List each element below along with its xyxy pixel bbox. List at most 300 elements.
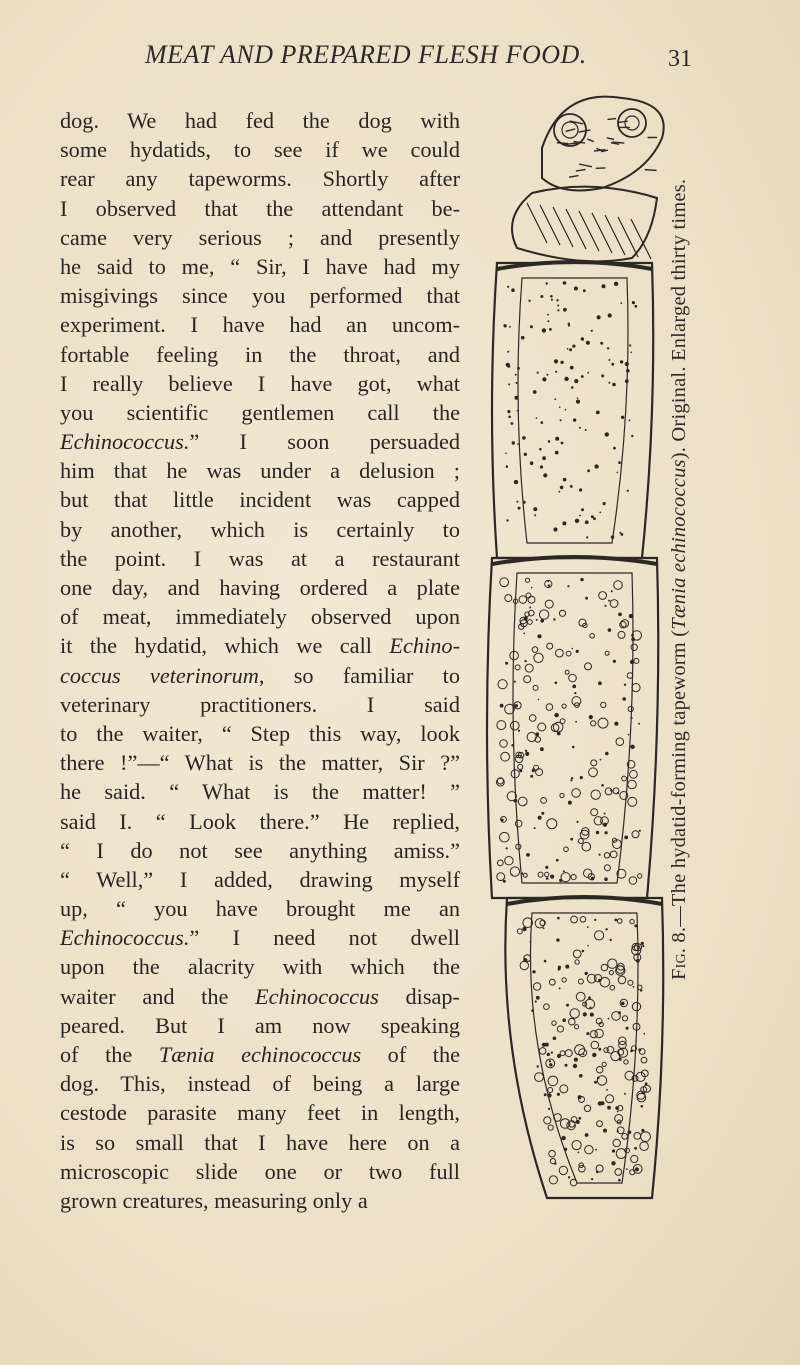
stipple-dot [562,1018,566,1022]
egg-mark [548,1125,553,1130]
stipple-dot [508,383,510,385]
text-line [60,631,460,660]
stipple-dot [574,692,576,694]
stipple-dot [545,866,548,869]
stipple-dot [589,715,593,719]
egg-mark [500,832,510,842]
stipple-dot [611,363,614,366]
egg-mark [634,1133,641,1140]
egg-mark [498,680,507,689]
stipple-dot [508,416,511,419]
stipple-dot [557,305,559,307]
egg-mark [497,721,506,730]
stipple-dot [572,345,575,348]
stipple-dot [624,684,626,686]
stipple-dot [630,745,634,749]
stipple-dot [595,1149,597,1151]
stipple-dot [528,300,530,302]
stipple-dot [560,419,562,421]
stipple-dot [597,1077,600,1080]
stipple-dot [512,441,515,444]
stipple-dot [586,1032,589,1035]
stipple-dot [605,752,609,756]
egg-mark [629,877,637,885]
figure-caption-species: Tænia echinococcus [668,459,690,630]
egg-mark [523,873,527,877]
stipple-dot [608,628,612,632]
text-line [60,427,460,456]
stipple-dot [549,1063,552,1066]
egg-mark [630,919,634,923]
stipple-dot [641,942,644,945]
stipple-dot [559,491,561,493]
stipple-dot [548,440,551,443]
egg-mark [557,1026,563,1032]
stipple-dot [503,880,506,883]
stipple-dot [641,1129,644,1132]
text-run: of the [60,1042,159,1067]
text-line [60,515,460,544]
text-line [60,573,460,602]
stipple-dot [615,1106,619,1110]
text-run: misgivings since you performed that [60,283,460,309]
text-run: but that little incident was capped [60,487,460,513]
stipple-dot [509,326,511,328]
stipple-dot [618,613,622,617]
stipple-dot [598,1048,601,1051]
egg-mark [571,916,578,923]
egg-mark [549,979,555,985]
text-run: it the hydatid, which we call [60,633,390,659]
egg-mark [562,978,566,982]
egg-mark [529,715,536,722]
egg-mark [511,721,520,730]
stipple-dot [554,398,556,400]
stipple-dot [557,1093,560,1096]
stipple-dot [631,634,634,637]
figure-caption [668,178,700,980]
hatch-mark [557,143,568,144]
stipple-dot [571,777,573,779]
egg-mark [606,1095,614,1103]
tapeworm-illustration [472,78,672,1208]
stipple-dot [570,779,572,781]
stipple-dot [514,396,518,400]
stipple-dot [608,1018,610,1020]
text-run: upon the alacrity with which the [60,954,460,980]
stipple-dot [517,367,520,370]
egg-mark [560,1051,565,1056]
stipple-dot [579,427,581,429]
egg-mark [556,649,564,657]
stipple-dot [579,515,581,517]
stipple-dot [574,1058,578,1062]
egg-mark [566,651,571,656]
stipple-dot [547,1093,551,1097]
stipple-dot [547,320,549,322]
stipple-dot [522,436,526,440]
italic-term: Echinococcus. [60,925,190,951]
egg-mark [532,647,538,653]
egg-mark [572,789,581,798]
egg-mark [539,610,548,619]
stipple-dot [546,282,548,284]
stipple-dot [507,410,510,413]
egg-mark [536,769,543,776]
stipple-dot [585,429,587,431]
stipple-dot [633,986,635,988]
text-line [60,807,460,836]
stipple-dot [524,453,527,456]
stipple-dot [558,968,561,971]
stipple-dot [603,1129,607,1133]
egg-mark [554,1114,562,1122]
egg-mark [596,1165,603,1172]
egg-mark [515,820,522,827]
stipple-dot [567,348,569,350]
stipple-dot [546,877,549,880]
text-line [60,194,460,223]
stipple-dot [593,517,596,520]
hatch-mark [553,207,573,247]
egg-mark [515,665,520,670]
egg-mark [597,1121,603,1127]
text-line [60,1040,460,1069]
stipple-dot [500,704,504,708]
egg-mark [622,776,627,781]
page-number: 31 [668,46,692,72]
egg-mark [616,1149,626,1159]
stipple-dot [548,1108,550,1110]
stipple-dot [598,681,602,685]
egg-mark [610,851,617,858]
stipple-dot [564,1148,567,1151]
text-run: “ I do not see anything amiss.” [60,837,460,863]
egg-mark [601,702,606,707]
stipple-dot [555,371,557,373]
egg-mark [552,1021,556,1025]
italic-term: Echino- [389,633,460,659]
stipple-dot [532,770,535,773]
egg-mark [580,917,586,923]
text-run: veterinary practitioners. I said [60,691,460,717]
text-line [60,602,460,631]
stipple-dot [573,1064,577,1068]
stipple-dot [561,442,564,445]
stipple-dot [511,744,514,747]
stipple-dot [547,1053,550,1056]
hatch-mark [527,203,547,243]
stipple-dot [575,721,577,723]
stipple-dot [505,452,507,454]
stipple-dot [576,650,579,653]
stipple-dot [537,372,539,374]
egg-mark [518,797,527,806]
stipple-dot [550,295,553,298]
stipple-dot [629,419,631,421]
text-line [60,485,460,514]
hatch-mark [587,139,594,142]
egg-mark [560,1085,568,1093]
text-run: so familiar to [264,662,460,688]
stipple-dot [611,535,614,538]
text-line [60,719,460,748]
egg-mark [631,1155,638,1162]
stipple-dot [586,341,590,345]
hatch-mark [566,209,586,249]
egg-mark [524,676,531,683]
stipple-dot [553,1037,557,1041]
stipple-dot [618,1179,621,1182]
egg-mark [570,1009,579,1018]
egg-mark [604,865,610,871]
text-line [60,1069,460,1098]
stipple-dot [518,507,521,510]
stipple-dot [572,746,575,749]
text-run: ” I need not dwell [189,925,460,951]
text-run: by another, which is certainly to [60,516,460,542]
stipple-dot [604,605,606,607]
stipple-dot [539,448,542,451]
stipple-dot [576,821,578,823]
egg-mark [611,1052,620,1061]
stipple-dot [517,443,519,445]
text-run: “ Well,” I added, drawing myself [60,866,460,892]
stipple-dot [585,597,588,600]
stipple-dot [585,520,589,524]
stipple-dot [574,379,578,383]
stipple-dot [626,1168,628,1170]
egg-mark [500,578,509,587]
egg-mark [604,1048,609,1053]
egg-mark [559,1166,567,1174]
stipple-dot [565,1064,568,1067]
stipple-dot [572,685,576,689]
egg-mark [534,653,543,662]
stipple-dot [518,730,520,732]
stipple-dot [534,514,536,516]
hatch-mark [645,170,657,171]
text-run: of the [361,1042,460,1067]
egg-mark [605,651,609,655]
egg-mark [625,1071,634,1080]
stipple-dot [568,801,572,805]
stipple-dot [625,379,629,383]
stipple-dot [501,819,504,822]
egg-mark [533,685,538,690]
text-run: the point. I was at a restaurant [60,545,460,571]
uterus-outline [518,278,628,543]
stipple-dot [631,637,635,641]
egg-mark [578,979,583,984]
text-run: microscopic slide one or two full [60,1158,460,1184]
stipple-dot [540,619,544,623]
egg-mark [575,1025,579,1029]
text-run: he said to me, “ Sir, I have had my [60,253,460,279]
stipple-dot [568,1176,570,1178]
stipple-dot [526,853,530,857]
egg-mark [628,780,637,789]
text-line [60,865,460,894]
egg-mark [541,798,547,804]
egg-mark [505,857,513,865]
stipple-dot [548,584,551,587]
egg-mark [520,961,528,969]
stipple-dot [540,295,543,298]
stipple-dot [605,831,608,834]
stipple-dot [580,578,583,581]
stipple-dot [538,699,540,701]
text-line [60,836,460,865]
egg-mark [631,644,637,650]
stipple-dot [542,328,546,332]
stipple-dot [592,1053,596,1057]
figure-caption-text-2: ). Original. Enlarged thirty times. [668,178,690,460]
egg-mark [610,985,615,990]
stipple-dot [581,375,584,378]
egg-mark [632,1002,640,1010]
stipple-dot [574,287,578,291]
text-run: waiter and the [60,983,256,1009]
stipple-dot [563,478,567,482]
hatch-mark [607,138,614,140]
stipple-dot [628,1130,632,1134]
egg-mark [517,929,522,934]
egg-mark [599,592,607,600]
egg-mark [561,873,570,882]
stipple-dot [544,1093,547,1096]
hatch-mark [618,217,638,257]
stipple-dot [551,1052,553,1054]
egg-mark [585,663,592,670]
egg-mark [621,620,629,628]
stipple-dot [580,776,583,779]
text-run: fortable feeling in the throat, and [60,341,460,367]
stipple-dot [530,461,534,465]
stipple-dot [641,1105,644,1108]
egg-mark [538,872,543,877]
stipple-dot [550,875,554,879]
text-line [60,544,460,573]
text-run: dog. This, instead of being a large [60,1071,460,1097]
text-run: dog. We had fed the dog with [60,108,460,133]
stipple-dot [607,1106,611,1110]
egg-mark [591,809,598,816]
stipple-dot [516,501,518,503]
stipple-dot [553,618,555,620]
stipple-dot [556,299,558,301]
stipple-dot [556,859,559,862]
stipple-dot [549,328,552,331]
stipple-dot [533,390,537,394]
stipple-dot [585,972,588,975]
egg-mark [618,976,626,984]
stipple-dot [581,337,584,340]
stipple-dot [540,747,544,751]
stipple-dot [608,313,612,317]
text-run: came very serious ; and presently [60,224,460,250]
stipple-dot [570,838,573,841]
italic-term: Echinococcus [255,983,379,1009]
stipple-dot [521,336,525,340]
running-head: MEAT AND PREPARED FLESH FOOD. [145,40,587,69]
stipple-dot [626,369,630,373]
egg-mark [547,643,553,649]
egg-mark [570,1179,577,1186]
egg-mark [510,867,519,876]
figure-caption-label: Fig. 8. [668,926,690,980]
stipple-dot [540,465,543,468]
text-run: grown creatures, measuring only a [60,1187,368,1213]
text-line [60,252,460,281]
text-line [60,106,460,135]
stipple-dot [541,812,544,815]
stipple-dot [583,289,586,292]
hatch-mark [579,211,599,251]
egg-mark [641,1057,647,1063]
egg-mark [535,1073,544,1082]
egg-mark [610,600,618,608]
egg-mark [565,670,569,674]
stipple-dot [571,386,574,389]
stipple-dot [625,362,629,366]
stipple-dot [605,432,609,436]
egg-mark [576,992,585,1001]
stipple-dot [521,872,523,874]
stipple-dot [608,359,610,361]
stipple-dot [570,485,573,488]
egg-mark [501,752,510,761]
text-run: I observed that the attendant be- [60,195,460,221]
stipple-dot [643,1033,645,1035]
egg-mark [525,664,533,672]
text-line [60,1157,460,1186]
text-line [60,748,460,777]
egg-mark [572,697,581,706]
stipple-dot [578,1117,581,1120]
stipple-dot [627,490,629,492]
stipple-dot [542,456,546,460]
egg-mark [585,1146,593,1154]
stipple-dot [640,989,642,991]
stipple-dot [639,830,641,832]
stipple-dot [612,1149,615,1152]
egg-mark [497,778,503,784]
stipple-dot [506,519,508,521]
stipple-dot [545,1043,549,1047]
text-line [60,952,460,981]
egg-mark [598,718,608,728]
stipple-dot [524,804,526,806]
stipple-dot [587,945,589,947]
stipple-dot [607,347,609,349]
egg-mark [548,1076,558,1086]
stipple-dot [577,397,579,399]
stipple-dot [631,717,633,719]
text-run: you scientific gentlemen call the [60,399,460,425]
stipple-dot [524,660,526,662]
text-run: ” I soon persuaded [189,429,460,455]
stipple-dot [560,486,564,490]
stipple-dot [551,299,553,301]
stipple-dot [598,1101,602,1105]
stipple-dot [638,1048,641,1051]
neck-segment [512,187,657,262]
egg-mark [617,919,622,924]
egg-mark [582,842,591,851]
egg-mark [573,950,581,958]
stipple-dot [634,305,637,308]
